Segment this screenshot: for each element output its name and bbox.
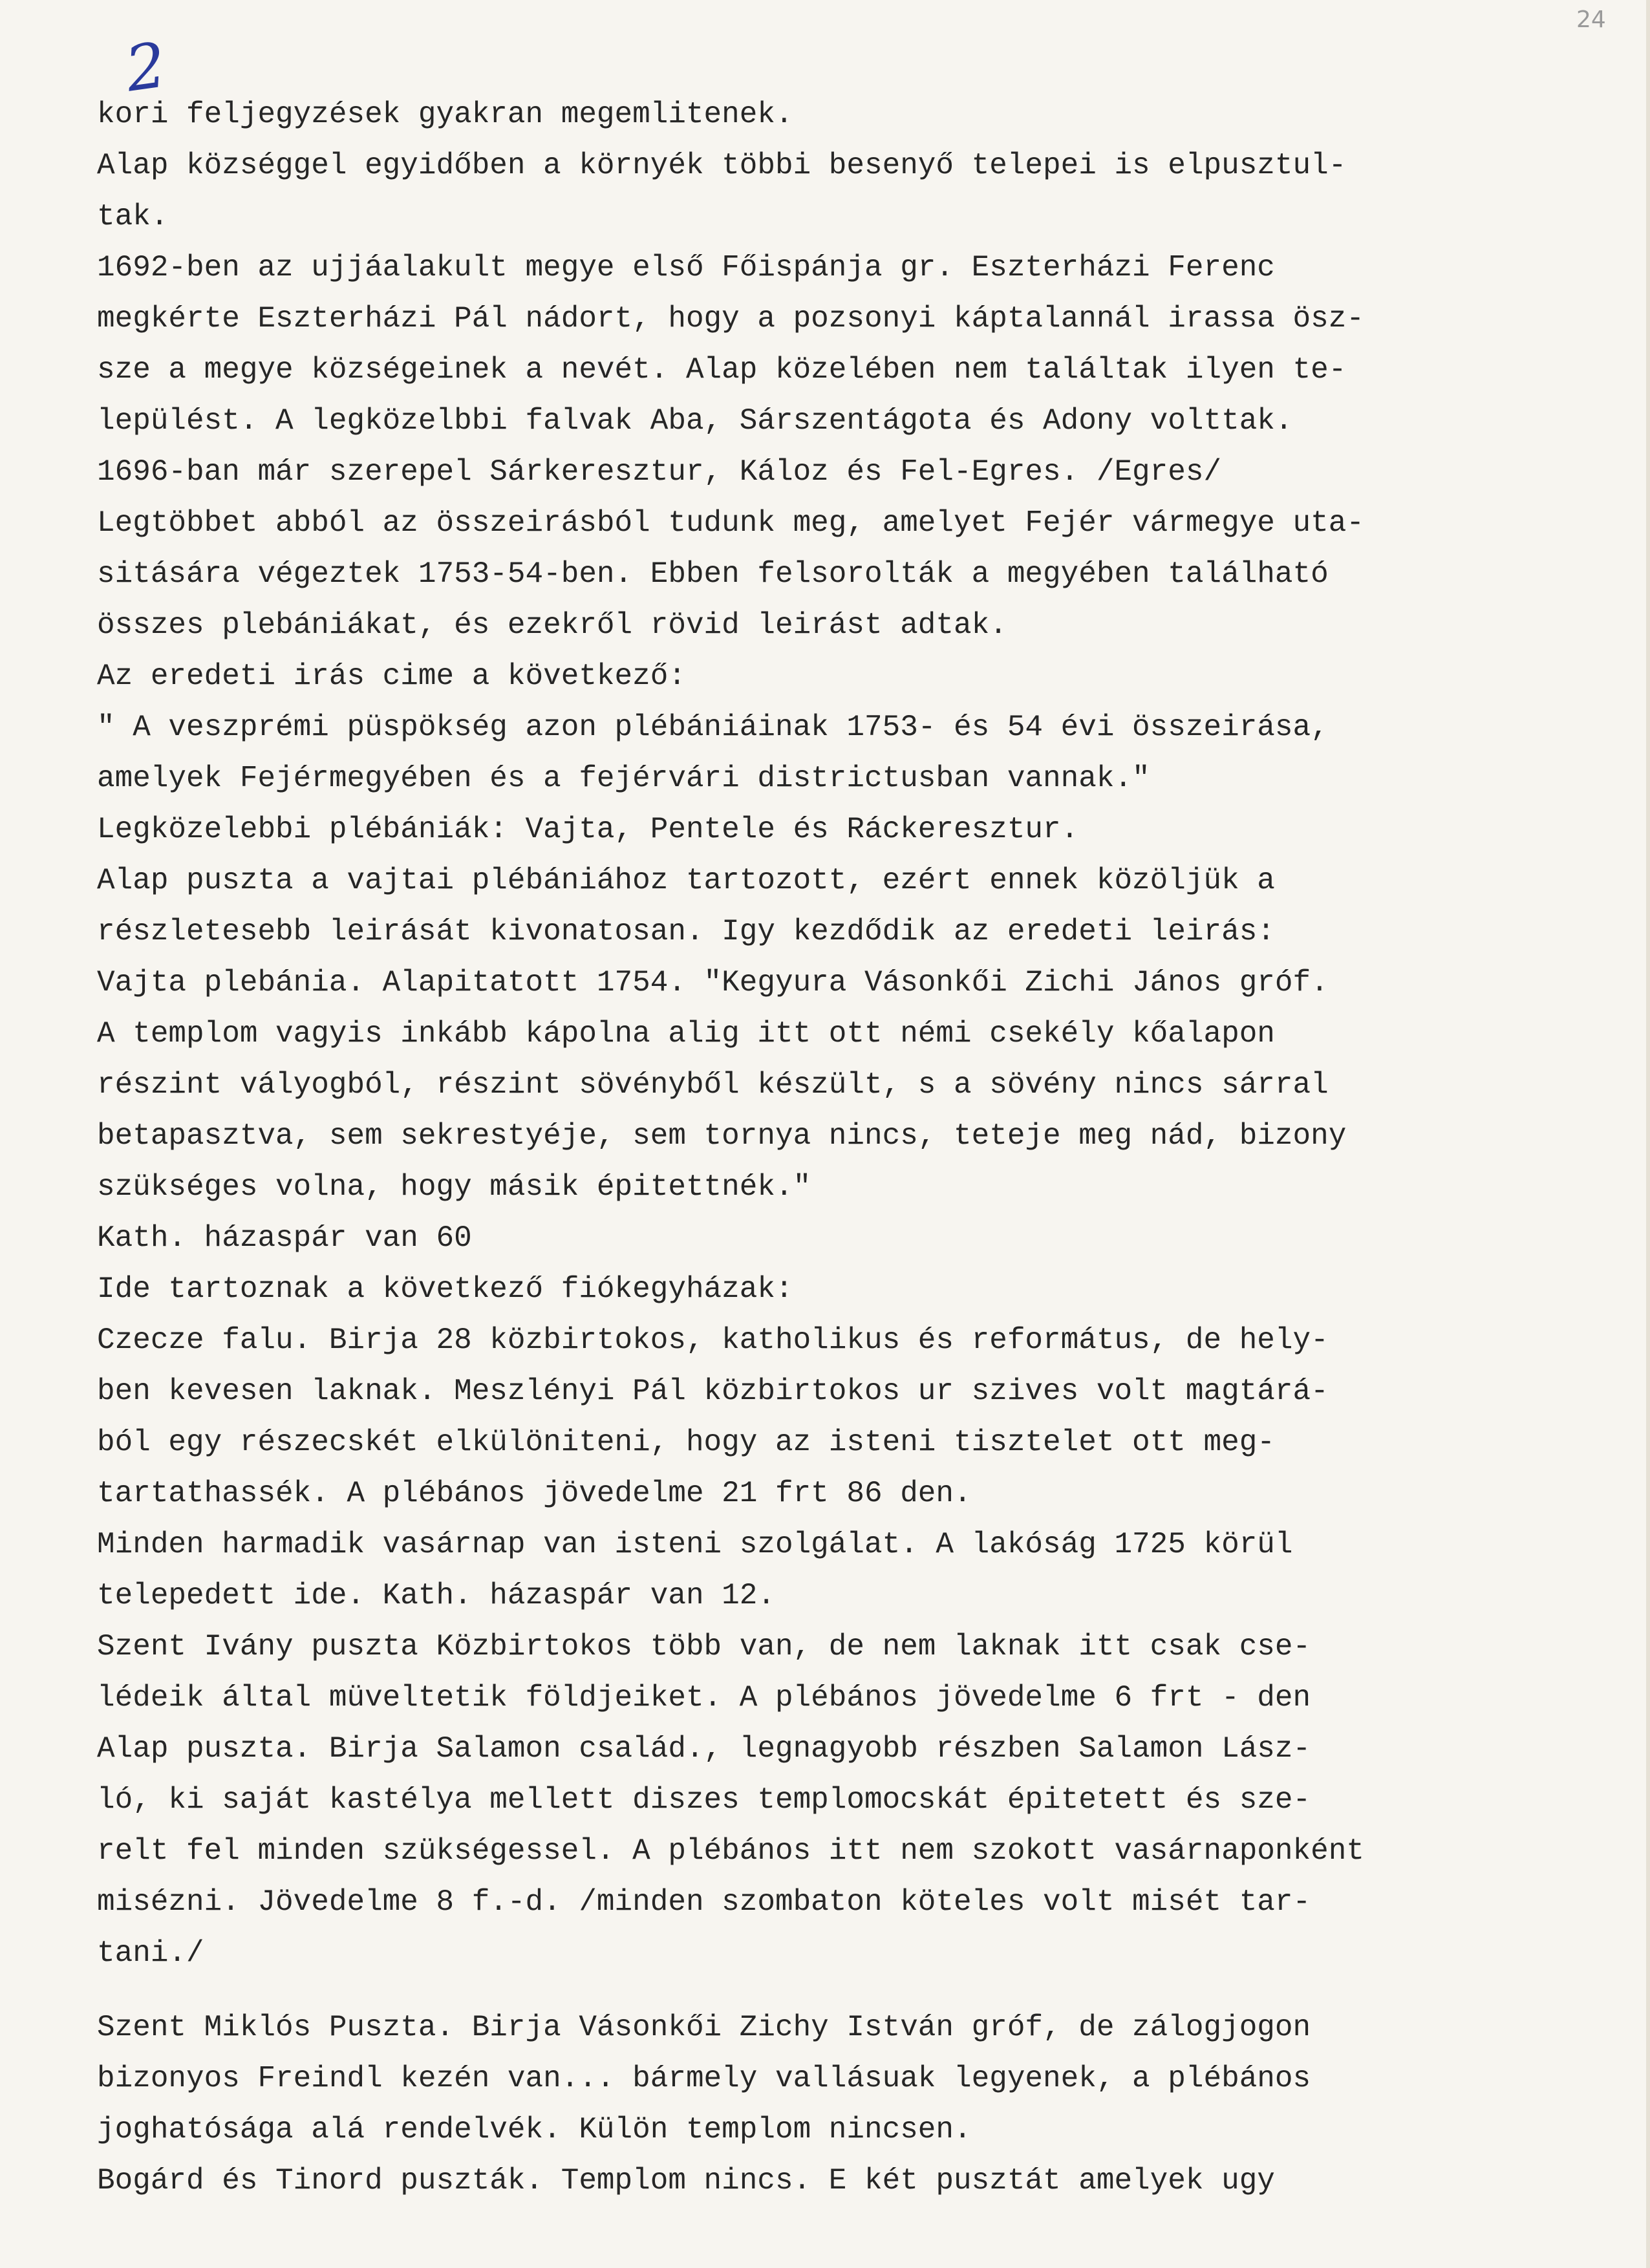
text-line: ból egy részecskét elkülöniteni, hogy az isteni tisztelet ott meg- <box>97 1426 1275 1459</box>
text-line: összes plebániákat, és ezekről rövid leirást adtak. <box>97 608 1007 642</box>
text-line: Alap puszta. Birja Salamon család., legnagyobb részben Salamon Lász- <box>97 1732 1311 1766</box>
text-line: relt fel minden szükségessel. A plébános itt nem szokott vasárnaponként <box>97 1834 1364 1868</box>
text-line: részletesebb leirását kivonatosan. Igy kezdődik az eredeti leirás: <box>97 915 1275 948</box>
text-line: lédeik által müveltetik földjeiket. A plébános jövedelme 6 frt - den <box>97 1681 1311 1715</box>
handwritten-page-number: 2 <box>121 28 171 106</box>
text-line: joghatósága alá rendelvék. Külön templom nincsen. <box>97 2113 972 2146</box>
text-line: tak. <box>97 200 169 233</box>
text-line: Kath. házaspár van 60 <box>97 1221 472 1255</box>
text-line: szükséges volna, hogy másik épitettnék." <box>97 1170 811 1204</box>
text-line: részint vályogból, részint sövényből készült, s a sövény nincs sárral <box>97 1068 1329 1102</box>
text-line: Az eredeti irás cime a következő: <box>97 659 686 693</box>
text-line: misézni. Jövedelme 8 f.-d. /minden szombaton köteles volt misét tar- <box>97 1885 1311 1919</box>
text-line: Alap puszta a vajtai plébániához tartozott, ezért ennek közöljük a <box>97 864 1275 897</box>
text-line: Vajta plebánia. Alapitatott 1754. "Kegyura Vásonkői Zichi János gróf. <box>97 966 1329 1000</box>
text-line: ló, ki saját kastélya mellett diszes templomocskát épitetett és sze- <box>97 1783 1311 1817</box>
text-line: ben kevesen laknak. Meszlényi Pál közbirtokos ur szives volt magtárá- <box>97 1375 1329 1408</box>
text-line: 1692-ben az ujjáalakult megye első Főispánja gr. Eszterházi Ferenc <box>97 251 1275 284</box>
text-line: lepülést. A legközelbbi falvak Aba, Sárszentágota és Adony volttak. <box>97 404 1293 438</box>
text-line: megkérte Eszterházi Pál nádort, hogy a pozsonyi káptalannál irassa ösz- <box>97 302 1364 336</box>
text-line: Legközelebbi plébániák: Vajta, Pentele és Ráckeresztur. <box>97 813 1079 846</box>
text-line: sze a megye községeinek a nevét. Alap közelében nem találtak ilyen te- <box>97 353 1347 387</box>
archive-page-number: 24 <box>1576 6 1606 33</box>
text-line: tani./ <box>97 1936 204 1970</box>
text-line: Szent Ivány puszta Közbirtokos több van, de nem laknak itt csak cse- <box>97 1630 1311 1664</box>
text-line: 1696-ban már szerepel Sárkeresztur, Káloz és Fel-Egres. /Egres/ <box>97 455 1222 489</box>
text-line: Legtöbbet abból az összeirásból tudunk meg, amelyet Fejér vármegye uta- <box>97 506 1364 540</box>
text-line: amelyek Fejérmegyében és a fejérvári districtusban vannak." <box>97 762 1150 795</box>
text-line: Szent Miklós Puszta. Birja Vásonkői Zichy István gróf, de zálogjogon <box>97 2011 1311 2044</box>
text-line: A templom vagyis inkább kápolna alig itt ott némi csekély kőalapon <box>97 1017 1275 1051</box>
text-line: bizonyos Freindl kezén van... bármely vallásuak legyenek, a plébános <box>97 2062 1311 2095</box>
text-line: Bogárd és Tinord puszták. Templom nincs. E két pusztát amelyek ugy <box>97 2164 1275 2198</box>
text-line: " A veszprémi püspökség azon plébániáinak 1753- és 54 évi összeirása, <box>97 711 1329 744</box>
text-line: betapasztva, sem sekrestyéje, sem tornya nincs, teteje meg nád, bizony <box>97 1119 1347 1153</box>
text-line: Ide tartoznak a következő fiókegyházak: <box>97 1272 793 1306</box>
text-line: sitására végeztek 1753-54-ben. Ebben felsorolták a megyében található <box>97 557 1329 591</box>
text-line: Alap községgel egyidőben a környék többi besenyő telepei is elpusztul- <box>97 149 1347 182</box>
text-line: kori feljegyzések gyakran megemlitenek. <box>97 98 793 131</box>
text-line: tartathassék. A plébános jövedelme 21 frt 86 den. <box>97 1477 972 1510</box>
text-line: Minden harmadik vasárnap van isteni szolgálat. A lakóság 1725 körül <box>97 1528 1293 1561</box>
text-line: Czecze falu. Birja 28 közbirtokos, katholikus és református, de hely- <box>97 1323 1329 1357</box>
text-line: telepedett ide. Kath. házaspár van 12. <box>97 1579 775 1612</box>
document-body <box>97 89 1539 2207</box>
